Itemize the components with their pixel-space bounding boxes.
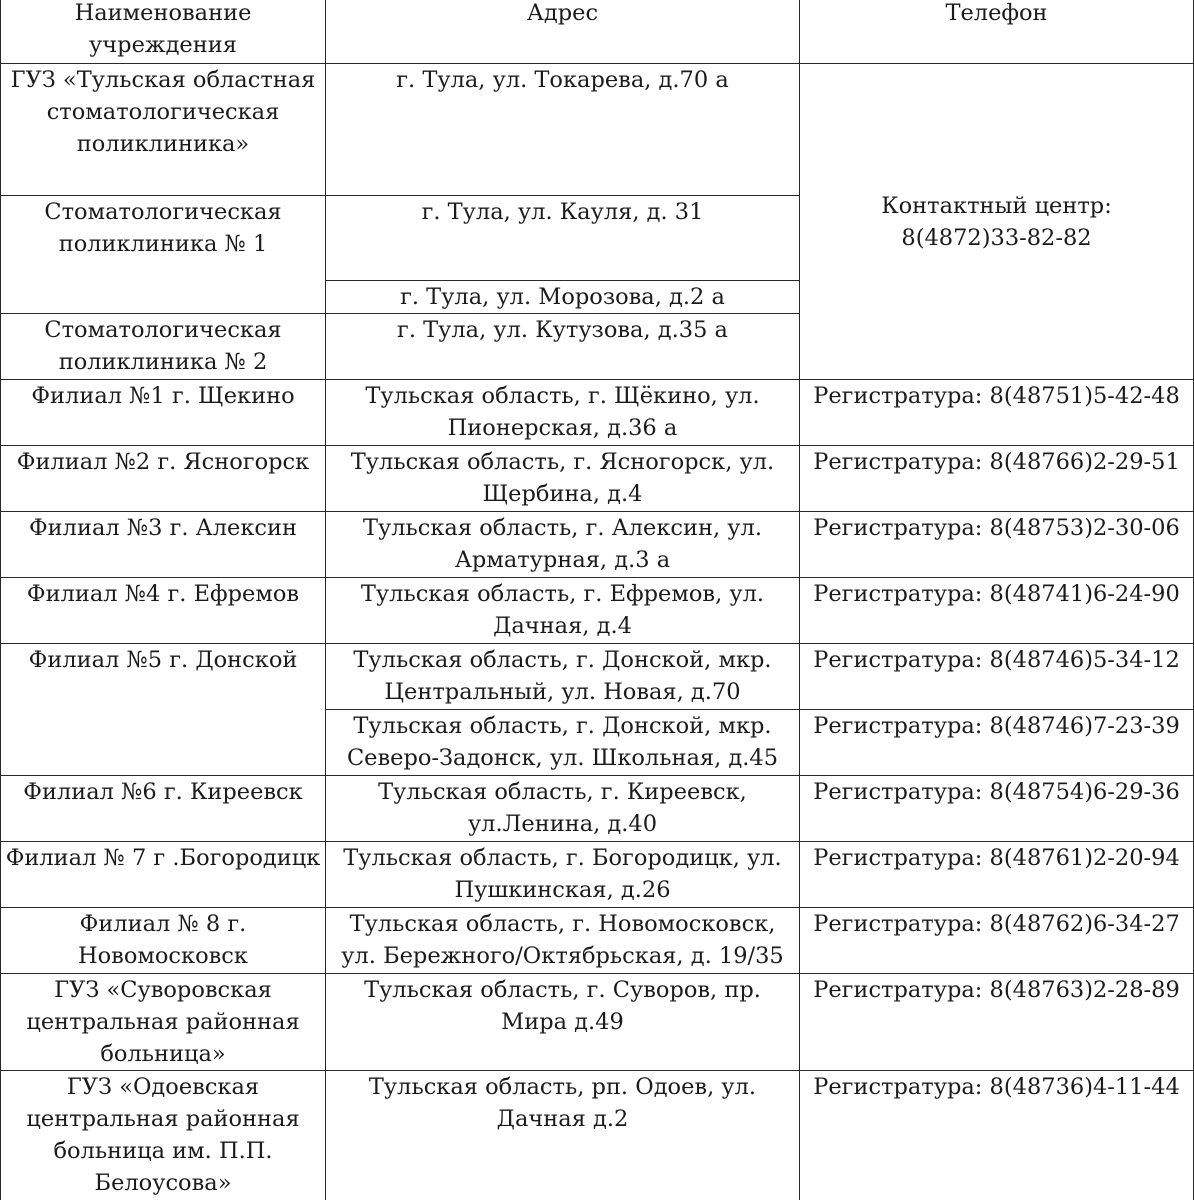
contact-center-cell xyxy=(800,64,1194,380)
contact-center-phone: 8(4872)33-82-82 xyxy=(901,224,1092,251)
cell-address: Тульская область, г. Богородицк, ул. Пушкинская, д.26 xyxy=(326,842,800,908)
cell-phone: Регистратура: 8(48761)2-20-94 xyxy=(800,842,1194,908)
cell-name: ГУЗ «Тульская областная стоматологическая поликлиника» xyxy=(1,64,326,196)
cell-phone: Регистратура: 8(48741)6-24-90 xyxy=(800,578,1194,644)
cell-address: г. Тула, ул. Морозова, д.2 а xyxy=(326,281,800,314)
cell-address: г. Тула, ул. Кутузова, д.35 а xyxy=(326,314,800,380)
table-row xyxy=(1,64,1194,196)
cell-address: Тульская область, г. Ефремов, ул. Дачная, д.4 xyxy=(326,578,800,644)
cell-name: Филиал №6 г. Киреевск xyxy=(1,776,326,842)
cell-address: Тульская область, г. Донской, мкр. Северо-Задонск, ул. Школьная, д.45 xyxy=(326,710,800,776)
header-phone: Телефон xyxy=(800,0,1194,64)
contact-center-label: Контактный центр: xyxy=(881,192,1112,219)
cell-address: Тульская область, г. Суворов, пр. Мира д.49 xyxy=(326,974,800,1071)
table-row xyxy=(1,446,1194,512)
table-row xyxy=(1,380,1194,446)
table-row xyxy=(1,512,1194,578)
cell-address: Тульская область, г. Щёкино, ул. Пионерская, д.36 а xyxy=(326,380,800,446)
cell-name: ГУЗ «Одоевская центральная районная больница им. П.П. Белоусова» xyxy=(1,1071,326,1200)
cell-phone: Регистратура: 8(48746)5-34-12 xyxy=(800,644,1194,710)
cell-phone: Регистратура: 8(48753)2-30-06 xyxy=(800,512,1194,578)
table-row xyxy=(1,1071,1194,1200)
header-name: Наименование учреждения xyxy=(1,0,326,64)
cell-name: Филиал №4 г. Ефремов xyxy=(1,578,326,644)
cell-address: Тульская область, г. Ясногорск, ул. Щербина, д.4 xyxy=(326,446,800,512)
table-header-row xyxy=(1,0,1194,64)
cell-name: Филиал №5 г. Донской xyxy=(1,644,326,776)
cell-name: Филиал № 8 г. Новомосковск xyxy=(1,908,326,974)
cell-address: Тульская область, г. Алексин, ул. Арматурная, д.3 а xyxy=(326,512,800,578)
cell-phone: Регистратура: 8(48763)2-28-89 xyxy=(800,974,1194,1071)
cell-phone: Регистратура: 8(48766)2-29-51 xyxy=(800,446,1194,512)
cell-name: Филиал №2 г. Ясногорск xyxy=(1,446,326,512)
cell-name: Стоматологическая поликлиника № 2 xyxy=(1,314,326,380)
cell-address: Тульская область, г. Новомосковск, ул. Бережного/Октябрьская, д. 19/35 xyxy=(326,908,800,974)
cell-name: Стоматологическая поликлиника № 1 xyxy=(1,196,326,314)
cell-phone: Регистратура: 8(48736)4-11-44 xyxy=(800,1071,1194,1200)
cell-phone: Регистратура: 8(48754)6-29-36 xyxy=(800,776,1194,842)
table-row xyxy=(1,644,1194,710)
cell-address: г. Тула, ул. Кауля, д. 31 xyxy=(326,196,800,281)
cell-name: Филиал № 7 г .Богородицк xyxy=(1,842,326,908)
table-row xyxy=(1,974,1194,1071)
cell-address: Тульская область, г. Донской, мкр. Центральный, ул. Новая, д.70 xyxy=(326,644,800,710)
cell-name: Филиал №1 г. Щекино xyxy=(1,380,326,446)
cell-address: г. Тула, ул. Токарева, д.70 а xyxy=(326,64,800,196)
cell-phone: Регистратура: 8(48751)5-42-48 xyxy=(800,380,1194,446)
table-row xyxy=(1,842,1194,908)
cell-name: ГУЗ «Суворовская центральная районная больница» xyxy=(1,974,326,1071)
table-row xyxy=(1,776,1194,842)
cell-phone: Регистратура: 8(48762)6-34-27 xyxy=(800,908,1194,974)
cell-address: Тульская область, г. Киреевск, ул.Ленина, д.40 xyxy=(326,776,800,842)
cell-address: Тульская область, рп. Одоев, ул. Дачная д.2 xyxy=(326,1071,800,1200)
cell-name: Филиал №3 г. Алексин xyxy=(1,512,326,578)
cell-phone: Регистратура: 8(48746)7-23-39 xyxy=(800,710,1194,776)
table-row xyxy=(1,908,1194,974)
table-row xyxy=(1,578,1194,644)
header-address: Адрес xyxy=(326,0,800,64)
